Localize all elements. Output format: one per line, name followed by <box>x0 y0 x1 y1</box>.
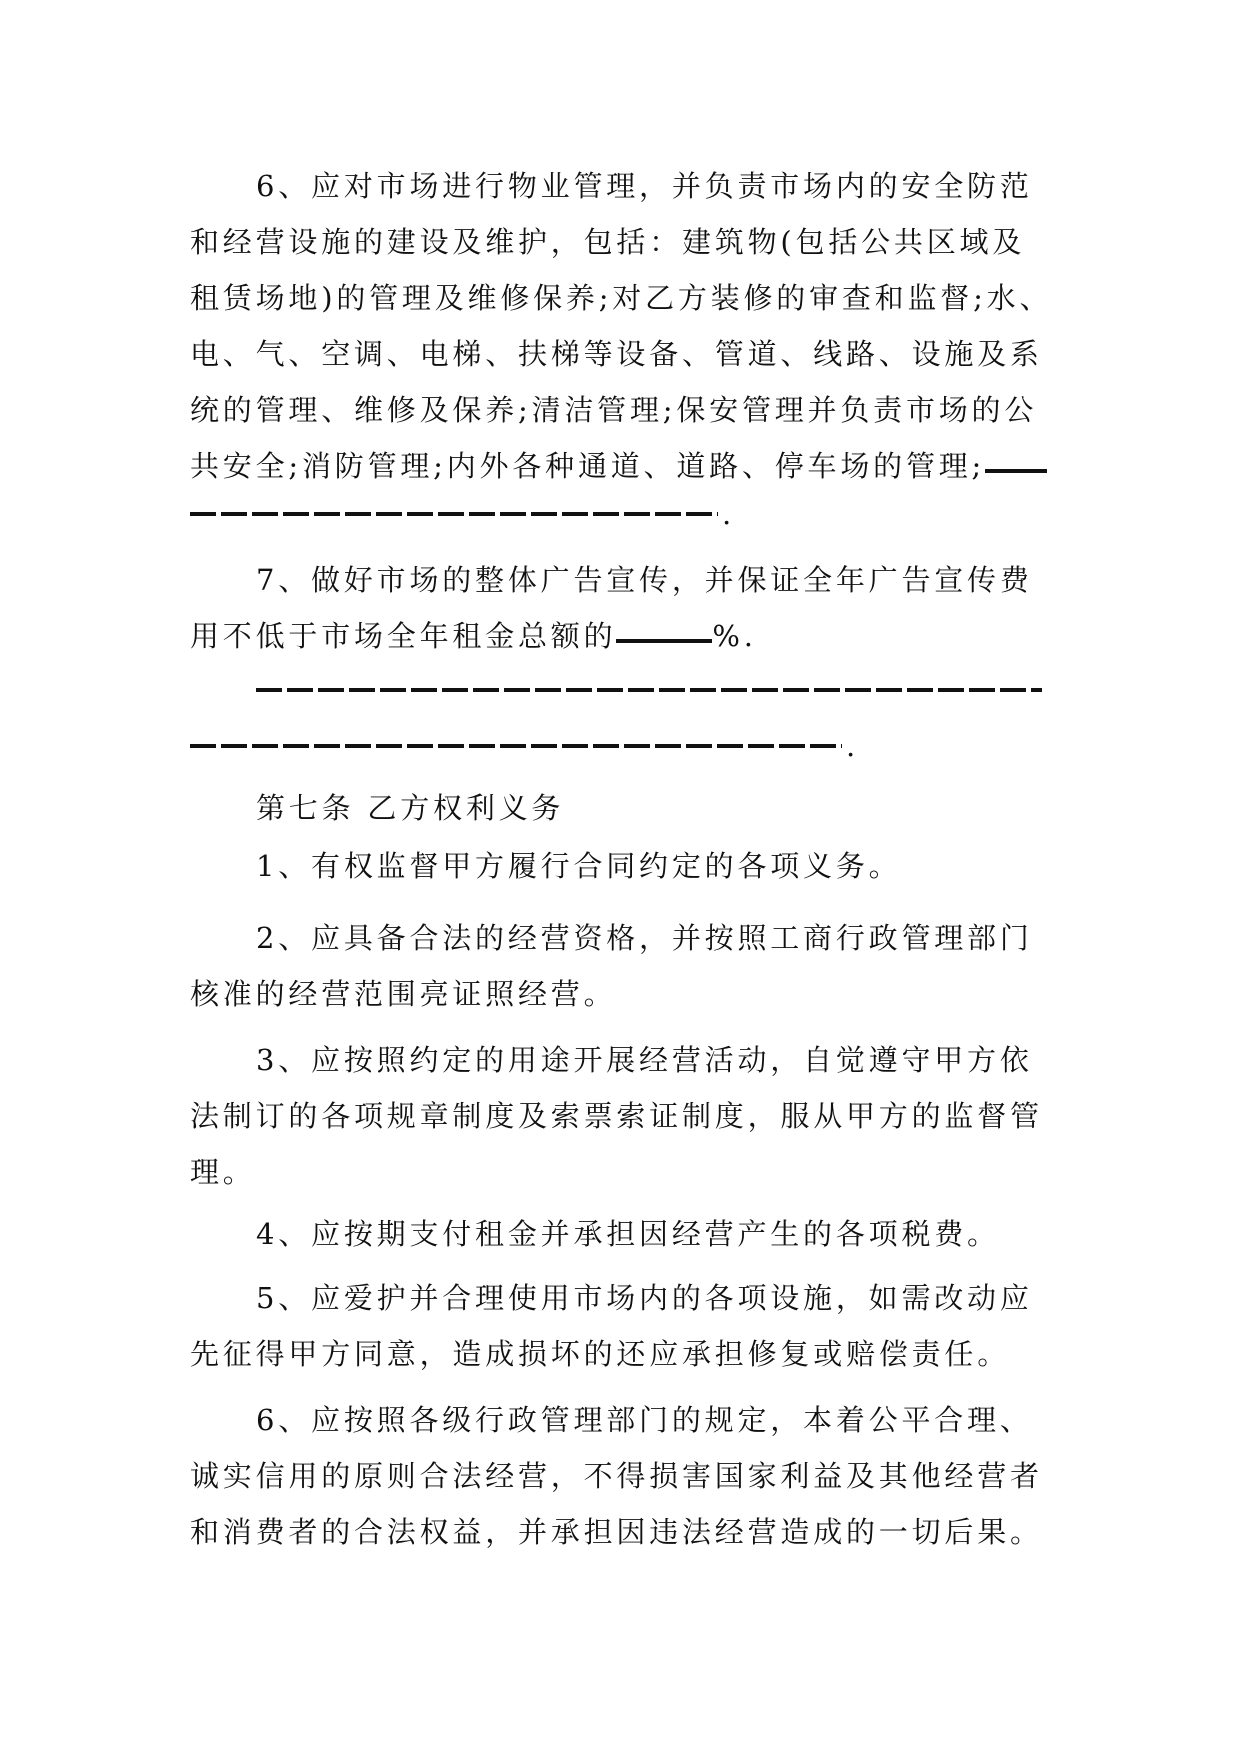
section-heading: 第七条 乙方权利义务 <box>256 791 565 825</box>
paragraph-line: 6、应按照各级行政管理部门的规定，本着公平合理、 <box>256 1403 1033 1437</box>
paragraph-line: 5、应爱护并合理使用市场内的各项设施，如需改动应 <box>256 1281 1033 1315</box>
fill-in-blank-line <box>256 688 1042 692</box>
fill-in-blank <box>985 469 1047 473</box>
paragraph-line: 3、应按照约定的用途开展经营活动，自觉遵守甲方依 <box>256 1043 1033 1077</box>
paragraph-line: 4、应按期支付租金并承担因经营产生的各项税费。 <box>256 1217 1000 1251</box>
paragraph-line: 法制订的各项规章制度及索票索证制度，服从甲方的监督管 <box>190 1099 1043 1133</box>
paragraph-line-with-blank <box>190 446 1047 486</box>
percent-blank <box>616 639 712 643</box>
paragraph-line: 理。 <box>190 1155 256 1189</box>
paragraph-line: 统的管理、维修及保养;清洁管理;保安管理并负责市场的公 <box>190 393 1038 427</box>
paragraph-line: 租赁场地)的管理及维修保养;对乙方装修的审查和监督;水、 <box>190 281 1053 315</box>
paragraph-line: 和经营设施的建设及维护，包括：建筑物(包括公共区域及 <box>190 225 1026 259</box>
paragraph-line: 先征得甲方同意，造成损坏的还应承担修复或赔偿责任。 <box>190 1337 1011 1371</box>
paragraph-line: 6、应对市场进行物业管理，并负责市场内的安全防范 <box>256 169 1033 203</box>
fill-in-blank-line <box>190 512 718 516</box>
paragraph-text: 用不低于市场全年租金总额的 <box>190 619 617 653</box>
percent-sign: %. <box>712 619 757 653</box>
paragraph-line: 1、有权监督甲方履行合同约定的各项义务。 <box>256 849 902 883</box>
paragraph-line-with-blank <box>190 616 757 656</box>
paragraph-line: 和消费者的合法权益，并承担因违法经营造成的一切后果。 <box>190 1515 1043 1549</box>
paragraph-line: 核准的经营范围亮证照经营。 <box>190 977 617 1011</box>
blank-terminator: . <box>846 729 860 763</box>
blank-terminator: . <box>722 497 736 531</box>
paragraph-line: 2、应具备合法的经营资格，并按照工商行政管理部门 <box>256 921 1033 955</box>
paragraph-text: 共安全;消防管理;内外各种通道、道路、停车场的管理; <box>190 449 986 483</box>
paragraph-line: 7、做好市场的整体广告宣传，并保证全年广告宣传费 <box>256 563 1033 597</box>
paragraph-line: 电、气、空调、电梯、扶梯等设备、管道、线路、设施及系 <box>190 337 1043 371</box>
fill-in-blank-line <box>190 744 842 748</box>
paragraph-line: 诚实信用的原则合法经营，不得损害国家利益及其他经营者 <box>190 1459 1043 1493</box>
